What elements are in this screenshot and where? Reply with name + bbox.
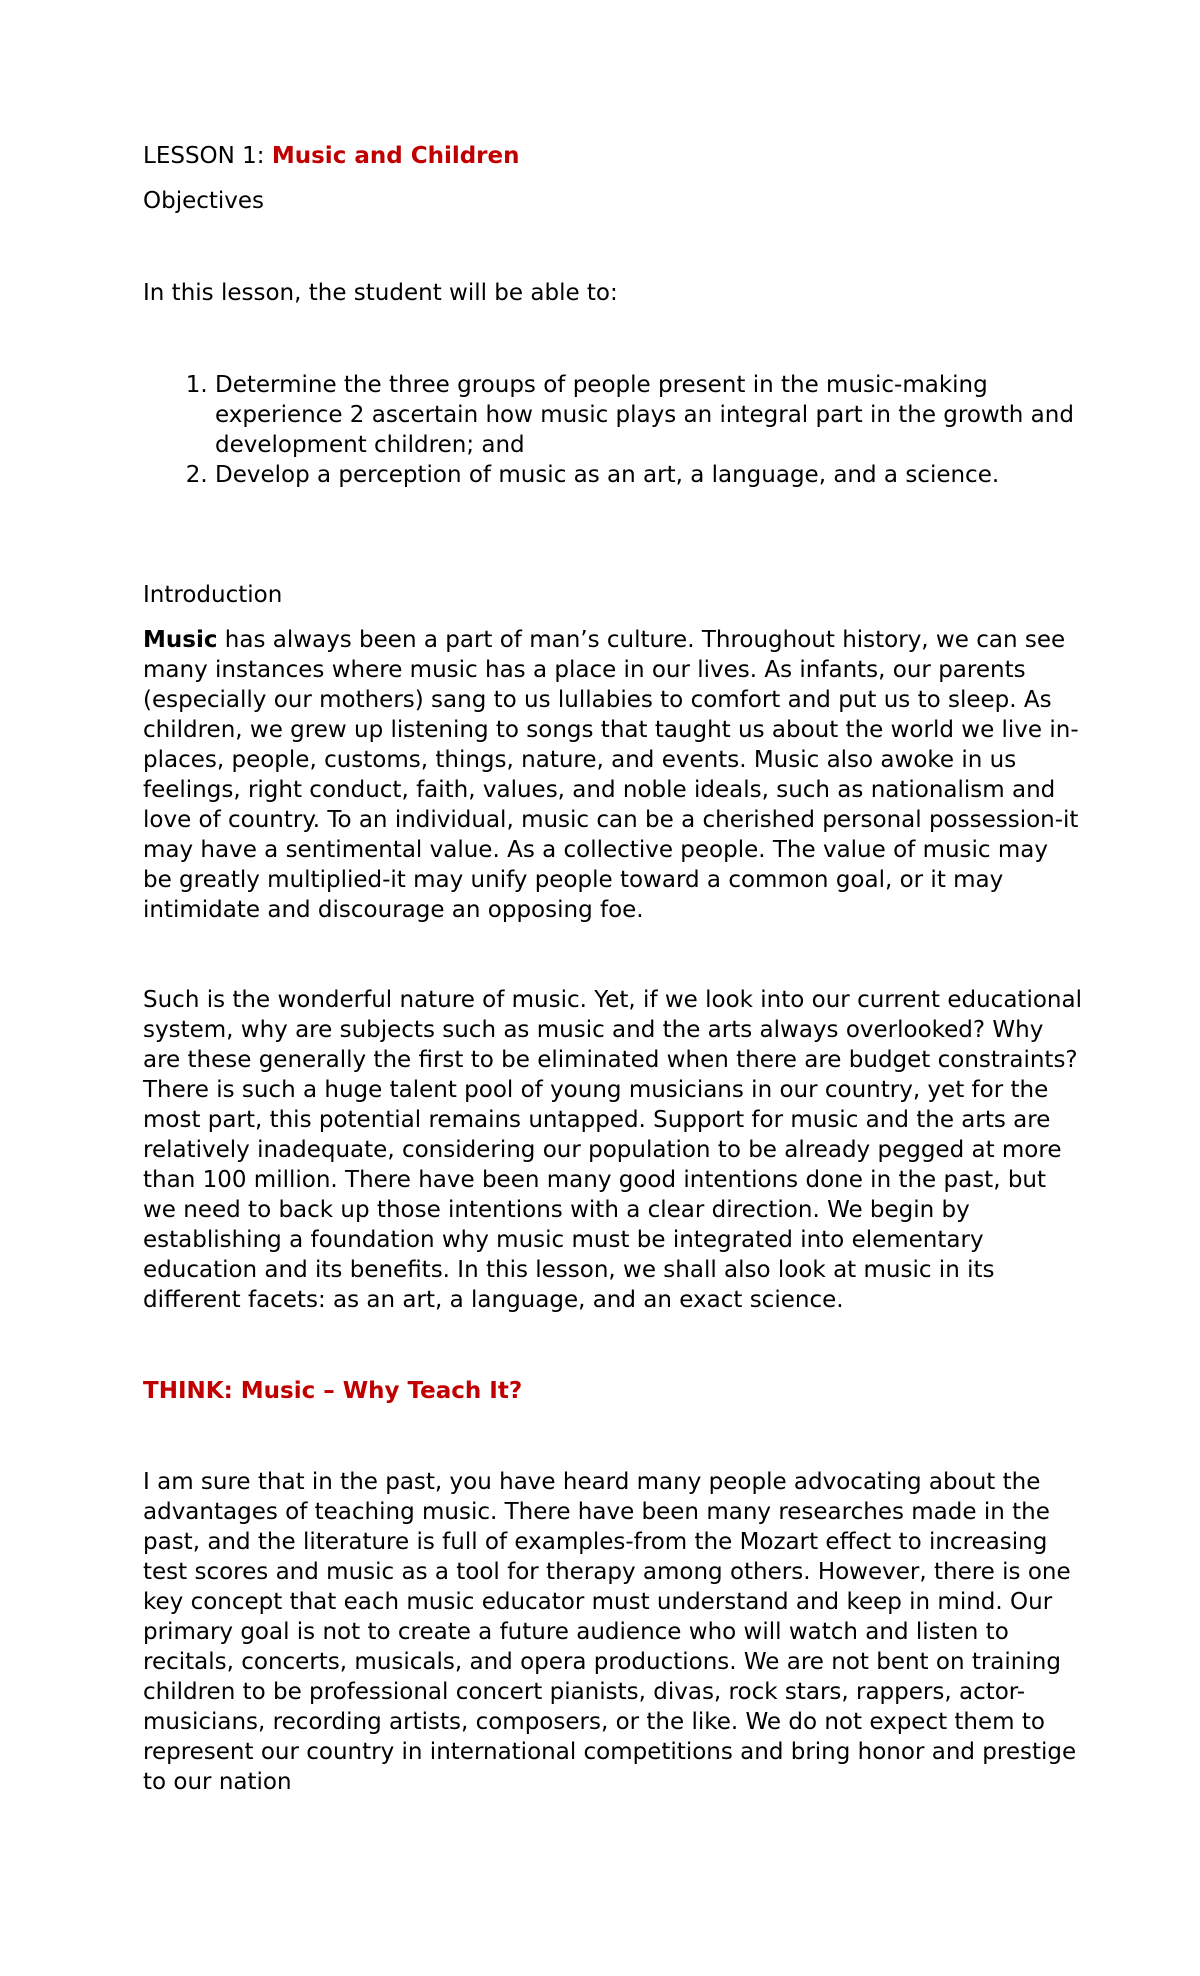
lesson-title: Music and Children — [271, 143, 520, 169]
objectives-label: Objectives — [143, 188, 265, 214]
introduction-paragraph-1 — [143, 625, 1083, 925]
think-heading: THINK: Music – Why Teach It? — [143, 1378, 523, 1404]
introduction-heading: Introduction — [143, 582, 283, 608]
objectives-list — [143, 370, 1083, 490]
document-page — [143, 141, 1083, 1797]
objectives-intro: In this lesson, the student will be able to: — [143, 280, 618, 306]
lesson-heading — [143, 141, 1083, 171]
lead-word: Music — [143, 627, 218, 653]
introduction-paragraph-2: Such is the wonderful nature of music. Yet, if we look into our current educational system, why are subjects such as music and the arts always overlooked? Why are these generally the first to be eliminated when there are budget constraints? There is such a huge talent pool of young musicians in our country, yet for the most part, this potential remains untapped. Support for music and the arts are relatively inadequate, considering our population to be already pegged at more than 100 million. There have been many good intentions done in the past, but we need to back up those intentions with a clear direction. We begin by establishing a foundation why music must be integrated into elementary education and its benefits. In this lesson, we shall also look at music in its different facets: as an art, a language, and an exact science. — [143, 987, 1082, 1313]
paragraph-1-text: has always been a part of man’s culture. Throughout history, we can see many instances where music has a place in our lives. As infants, our parents (especially our mothers) sang to us lullabies to comfort and put us to sleep. As children, we grew up listening to songs that taught us about the world we live in-places, people, customs, things, nature, and events. Music also awoke in us feelings, right conduct, faith, values, and noble ideals, such as nationalism and love of country. To an individual, music can be a cherished personal possession-it may have a sentimental value. As a collective people. The value of music may be greatly multiplied-it may unify people toward a common goal, or it may intimidate and discourage an opposing foe. — [143, 627, 1079, 923]
objective-item: 1. Determine the three groups of people present in the music-making experience 2 ascertain how music plays an integral part in the growth and development children; and — [215, 370, 1083, 460]
think-paragraph: I am sure that in the past, you have heard many people advocating about the advantages of teaching music. There have been many researches made in the past, and the literature is full of examples-from the Mozart effect to increasing test scores and music as a tool for therapy among others. However, there is one key concept that each music educator must understand and keep in mind. Our primary goal is not to create a future audience who will watch and listen to recitals, concerts, musicals, and opera productions. We are not bent on training children to be professional concert pianists, divas, rock stars, rappers, actor-musicians, recording artists, composers, or the like. We do not expect them to represent our country in international competitions and bring honor and prestige to our nation — [143, 1469, 1077, 1795]
lesson-prefix: LESSON 1: — [143, 143, 272, 169]
objective-item: 2. Develop a perception of music as an art, a language, and a science. — [215, 460, 1083, 490]
